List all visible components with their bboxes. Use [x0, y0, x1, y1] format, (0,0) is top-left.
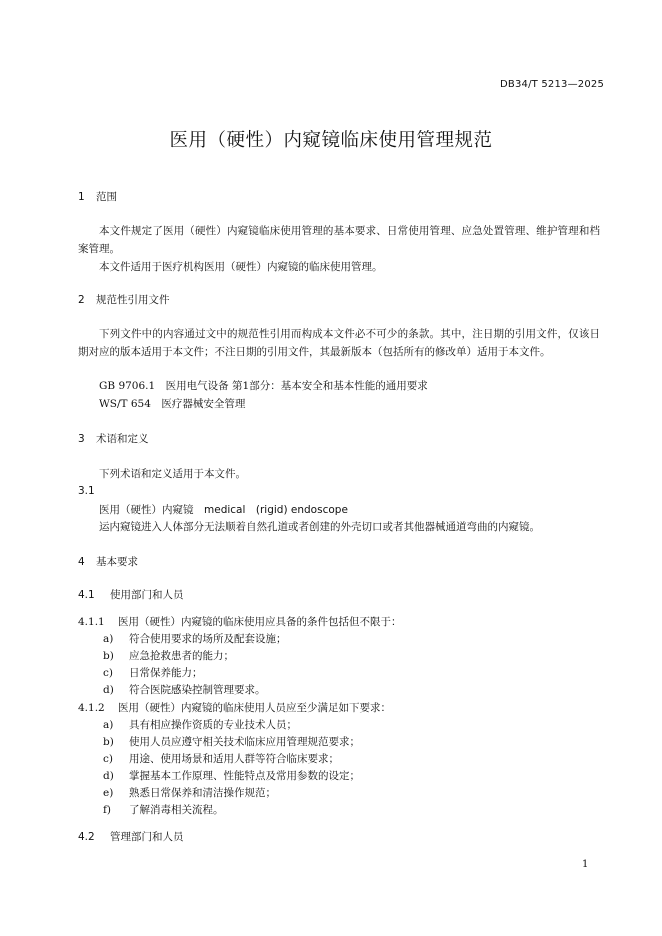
list-marker: b): [103, 650, 114, 662]
document-code: DB34/T 5213—2025: [500, 79, 605, 90]
list-marker: a): [103, 719, 114, 731]
term-definition: 运内窥镜进入人体部分无法顺着自然孔道或者创建的外壳切口或者其他器械通道弯曲的内窥镜。: [99, 521, 540, 533]
section-1-paragraph-2: 本文件适用于医疗机构医用（硬性）内窥镜的临床使用管理。: [99, 261, 383, 273]
list-item: [103, 785, 276, 800]
subsection-number: 4.2: [78, 831, 95, 843]
clause-number: 4.1.2: [78, 702, 105, 714]
clause-number: 4.1.1: [78, 616, 105, 628]
list-marker: c): [103, 753, 113, 765]
subsection-4-1-heading: [78, 587, 184, 602]
list-item: [103, 717, 297, 732]
list-item: [103, 682, 266, 697]
list-item: [103, 734, 360, 749]
section-3-paragraph-1: 下列术语和定义适用于本文件。: [99, 468, 246, 480]
list-item-text: 掌握基本工作原理、性能特点及常用参数的设定；: [129, 770, 360, 782]
section-number: 1: [78, 191, 85, 203]
list-item-text: 日常保养能力；: [129, 667, 203, 679]
list-item: [103, 751, 339, 766]
list-marker: f): [103, 804, 111, 816]
section-1-paragraph-1: 本文件规定了医用（硬性）内窥镜临床使用管理的基本要求、日常使用管理、应急处置管理、维护管理和档案管理。: [78, 225, 600, 255]
subsection-title: 使用部门和人员: [110, 589, 184, 601]
section-title: 范围: [96, 191, 117, 203]
subsection-number: 4.1: [78, 589, 95, 601]
section-4-heading: [78, 554, 138, 569]
clause-text: 医用（硬性）内窥镜的临床使用应具备的条件包括但不限于：: [118, 616, 402, 628]
section-1-heading: [78, 189, 117, 204]
subsection-4-2-heading: [78, 829, 184, 844]
list-item-text: 熟悉日常保养和清洁操作规范；: [129, 787, 276, 799]
list-item-text: 符合使用要求的场所及配套设施；: [129, 633, 287, 645]
section-3-heading: [78, 431, 149, 446]
section-title: 规范性引用文件: [96, 294, 170, 306]
clause-4-1-2: [78, 700, 391, 715]
list-item: [103, 648, 234, 663]
page-number: 1: [582, 859, 589, 870]
list-item: [103, 631, 287, 646]
section-number: 2: [78, 294, 85, 306]
clause-4-1-1: [78, 614, 402, 629]
list-marker: d): [103, 770, 114, 782]
term-number: 3.1: [78, 485, 95, 497]
clause-text: 医用（硬性）内窥镜的临床使用人员应至少满足如下要求：: [118, 702, 391, 714]
section-number: 3: [78, 433, 85, 445]
subsection-title: 管理部门和人员: [110, 831, 184, 843]
list-item-text: 符合医院感染控制管理要求。: [129, 684, 266, 696]
section-title: 术语和定义: [96, 433, 149, 445]
list-item: [103, 768, 360, 783]
list-item-text: 应急抢救患者的能力；: [129, 650, 234, 662]
list-item-text: 了解消毒相关流程。: [129, 804, 224, 816]
section-2-paragraph-1: 下列文件中的内容通过文中的规范性引用而构成本文件必不可少的条款。其中，注日期的引用文件，仅该日期对应的版本适用于本文件；不注日期的引用文件，其最新版本（包括所有的修改单）适用于本文件。: [78, 328, 600, 358]
list-marker: d): [103, 684, 114, 696]
section-title: 基本要求: [96, 556, 138, 568]
document-title: 医用（硬性）内窥镜临床使用管理规范: [169, 130, 493, 151]
list-item-text: 使用人员应遵守相关技术临床应用管理规范要求；: [129, 736, 360, 748]
normative-reference: WS/T 654 医疗器械安全管理: [99, 398, 246, 410]
list-marker: e): [103, 787, 114, 799]
list-marker: b): [103, 736, 114, 748]
normative-reference: GB 9706.1 医用电气设备 第1部分：基本安全和基本性能的通用要求: [99, 380, 428, 392]
list-marker: a): [103, 633, 114, 645]
section-2-heading: [78, 292, 170, 307]
list-item-text: 用途、使用场景和适用人群等符合临床要求；: [129, 753, 339, 765]
list-item: [103, 665, 203, 680]
term-entry: 医用（硬性）内窥镜 medical (rigid) endoscope: [99, 504, 348, 516]
list-item-text: 具有相应操作资质的专业技术人员；: [129, 719, 297, 731]
section-number: 4: [78, 556, 85, 568]
list-marker: c): [103, 667, 113, 679]
list-item: [103, 802, 224, 817]
